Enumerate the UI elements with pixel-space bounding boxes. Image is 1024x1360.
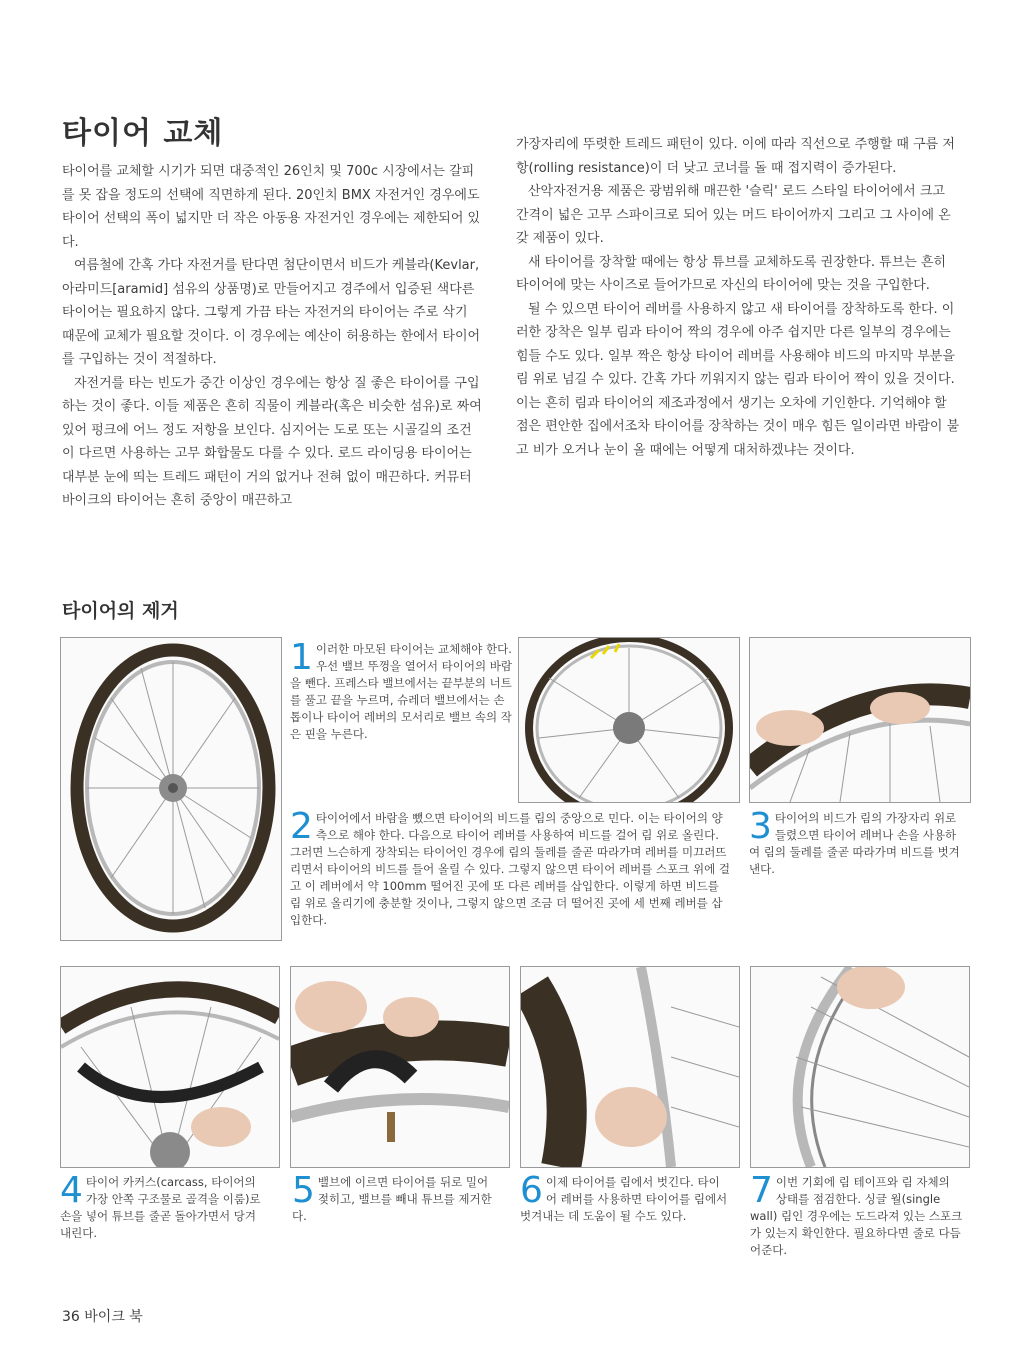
step-3 [749,806,967,878]
step-text: 타이어 카커스(carcass, 타이어의 가장 안쪽 구조물로 골격을 이룸)로 손을 넣어 튜브를 줄곧 돌아가면서 당겨 내린다. [60,1175,261,1240]
step-6 [520,1170,730,1225]
page-title: 타이어 교체 [62,116,224,151]
tube-pull-photo [60,966,280,1168]
step-1 [290,637,512,743]
step-number: 4 [60,1170,83,1211]
step-text: 이러한 마모된 타이어는 교체해야 한다. 우선 밸브 뚜껑을 열어서 타이어의 바람을 뺀다. 프레스타 밸브에서는 끝부분의 너트를 풀고 끝을 누르며, 슈레더 밸브에서는 손톱이나 타이어 레버의 모서리로 밸브 속의 작은 핀을 누른다. [290,642,512,741]
rim-check-photo [750,966,970,1168]
step-number: 6 [520,1170,543,1211]
page-footer [62,1306,143,1326]
valve-removal-photo [290,966,510,1168]
step-number: 1 [290,637,313,678]
paragraph: 산악자전거용 제품은 광범위해 매끈한 '슬릭' 로드 스타일 타이어에서 크고 간격이 넓은 고무 스파이크로 되어 있는 머드 타이어까지 그리고 그 사이에 온갖 제품이 있다. [516,184,951,246]
step-number: 5 [292,1170,315,1211]
page-number: 36 [62,1309,80,1325]
step-text: 이번 기회에 림 테이프와 림 자체의 상태를 점검한다. 싱글 월(single wall) 림인 경우에는 도드라져 있는 스포크가 있는지 확인한다. 필요하다면 줄로 다듬어준다. [750,1175,963,1257]
step-7 [750,1170,964,1259]
whole-wheel-photo [60,637,282,941]
tire-lever-photo [520,966,740,1168]
deflated-wheel-photo [518,637,740,803]
step-text: 밸브에 이르면 타이어를 뒤로 밀어젖히고, 밸브를 빼내 튜브를 제거한다. [292,1175,492,1223]
paragraph: 가장자리에 뚜렷한 트레드 패턴이 있다. 이에 따라 직선으로 주행할 때 구름 저항(rolling resistance)이 더 낮고 코너를 돌 때 접지력이 증가된다. [516,137,955,176]
book-title: 바이크 북 [84,1309,143,1325]
section-title: 타이어의 제거 [62,600,179,622]
step-5 [292,1170,498,1225]
paragraph: 될 수 있으면 타이어 레버를 사용하지 않고 새 타이어를 장착하도록 한다. 이러한 장착은 일부 림과 타이어 짝의 경우에 아주 쉽지만 다른 일부의 경우에는 힘들 수도 있다. 일부 짝은 항상 타이어 레버를 사용해야 비드의 마지막 부분을 림 위로 넘길 수 있다. 간혹 가다 끼워지지 않는 림과 타이어 짝이 있을 것이다. 이는 흔히 림과 타이어의 제조과정에서 생기는 오차에 기인한다. 기억해야 할 점은 편안한 집에서조차 타이어를 장착하는 것이 매우 힘든 일이라면 바람이 불고 비가 오거나 눈이 올 때에는 어떻게 대처하겠냐는 것이다. [516,301,960,458]
paragraph: 여름철에 간혹 가다 자전거를 탄다면 첨단이면서 비드가 케블라(Kevlar, 아라미드[aramid] 섬유의 상품명)로 만들어지고 경주에서 입증된 색다른 타이어는 필요하지 않다. 그렇게 가끔 타는 자전거의 타이어는 주로 삭기 때문에 교체가 필요할 것이다. 이 경우에는 예산이 허용하는 한에서 타이어를 구입하는 것이 적절하다. [62,258,481,367]
step-text: 타이어에서 바람을 뺐으면 타이어의 비드를 림의 중앙으로 민다. 이는 타이어의 양측으로 해야 한다. 다음으로 타이어 레버를 사용하여 비드를 걸어 림 위로 올린다. 그러면 느슨하게 장착되는 타이어인 경우에 림의 둘레를 줄곧 따라가며 레버를 미끄러뜨리면서 타이어의 비드를 들어 올릴 수 있다. 그렇지 않으면 타이어 레버를 스포크 위에 걸고 이 레버에서 약 100mm 떨어진 곳에 또 다른 레버를 삽입한다. 이렇게 하면 비드를 림 위로 올리기에 충분할 것이나, 그렇지 않으면 조금 더 떨어진 곳에 세 번째 레버를 삽입한다. [290,811,730,927]
step-number: 3 [749,806,772,847]
step-4 [60,1170,270,1242]
step-text: 이제 타이어를 림에서 벗긴다. 타이어 레버를 사용하면 타이어를 림에서 벗겨내는 데 도움이 될 수도 있다. [520,1175,728,1223]
step-2 [290,806,730,929]
paragraph: 타이어를 교체할 시기가 되면 대중적인 26인치 및 700c 시장에서는 갈피를 못 잡을 정도의 선택에 직면하게 된다. 20인치 BMX 자전거인 경우에도 타이어 선택의 폭이 넓지만 더 작은 아동용 자전거인 경우에는 제한되어 있다. [62,164,481,250]
step-text: 타이어의 비드가 림의 가장자리 위로 들렸으면 타이어 레버나 손을 사용하여 림의 둘레를 줄곧 따라가며 비드를 벗겨낸다. [749,811,960,876]
article-right-column [516,133,961,462]
article-left-column [62,160,482,513]
paragraph: 새 타이어를 장착할 때에는 항상 튜브를 교체하도록 권장한다. 튜브는 흔히 타이어에 맞는 사이즈로 들어가므로 자신의 타이어에 맞는 것을 구입한다. [516,254,947,293]
step-number: 7 [750,1170,773,1211]
paragraph: 자전거를 타는 빈도가 중간 이상인 경우에는 항상 질 좋은 타이어를 구입하는 것이 좋다. 이들 제품은 흔히 직물이 케블라(혹은 비슷한 섬유)로 짜여 있어 펑크에 어느 정도 저항을 보인다. 심지어는 도로 또는 시골길의 조건이 다르면 사용하는 고무 화합물도 다를 수 있다. 로드 라이딩용 타이어는 대부분 눈에 띄는 트레드 패턴이 거의 없거나 전혀 없이 매끈하다. 커뮤터 바이크의 타이어는 흔히 중앙이 매끈하고 [62,375,482,508]
step-number: 2 [290,806,313,847]
bead-push-photo [749,637,971,803]
